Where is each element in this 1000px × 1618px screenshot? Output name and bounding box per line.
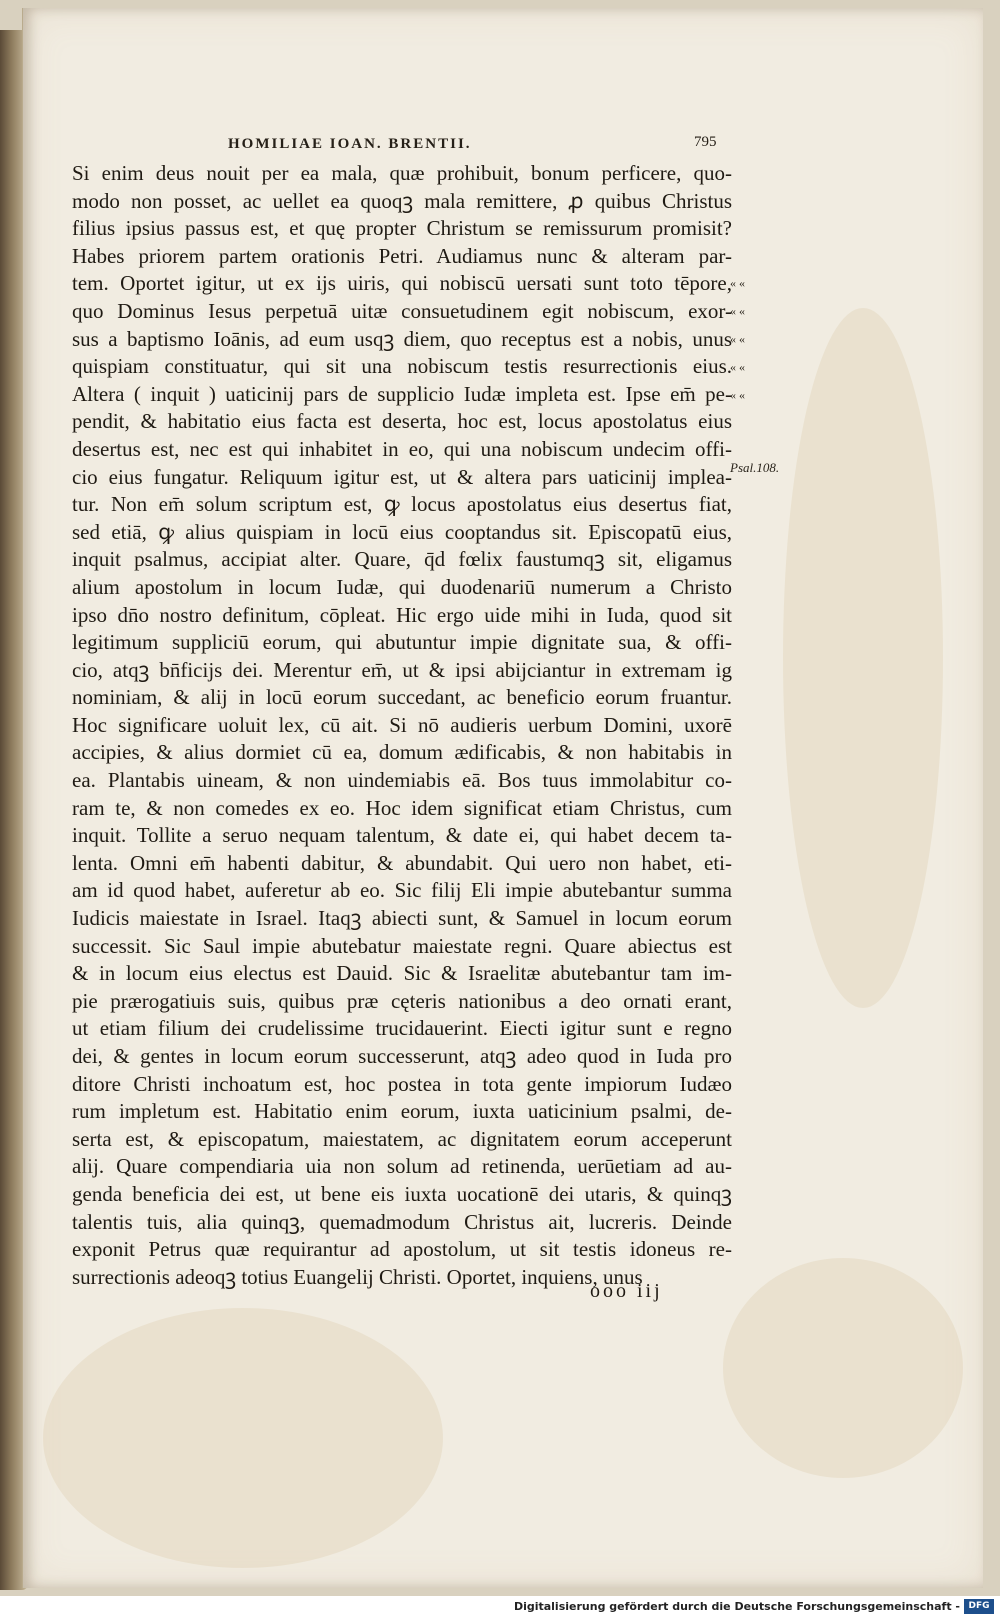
text-line: serta est, & episcopatum, maiestatem, ac dignitatem eorum acceperunt bbox=[72, 1126, 732, 1151]
text-line: quo Dominus Iesus perpetuā uitæ consuetudinem egit nobiscum, exor- bbox=[72, 298, 732, 323]
text-line: inquit. Tollite a seruo nequam talentum, & date ei, qui habet decem ta- bbox=[72, 823, 732, 848]
margin-reference: Psal.108. bbox=[730, 460, 780, 475]
text-line: desertus est, nec est qui inhabitet in eo, qui una nobiscum undecim offi- bbox=[72, 436, 732, 461]
text-line: lenta. Omni em̄ habenti dabitur, & abundabit. Qui uero non habet, eti- bbox=[72, 850, 732, 875]
text-line: Iudicis maiestate in Israel. Itaqꝫ abiecti sunt, & Samuel in locum eorum bbox=[72, 906, 732, 931]
text-line: inquit psalmus, accipiat alter. Quare, q̄d fœlix faustumqꝫ sit, eligamus bbox=[72, 547, 732, 572]
text-line: ipso dn̄o nostro definitum, cōpleat. Hic ergo uide mihi in Iuda, quod sit bbox=[72, 602, 732, 627]
text-line: tur. Non em̄ solum scriptum est, ꝙ locus apostolatus eius desertus fiat, bbox=[72, 492, 732, 517]
text-line: pie prærogatiuis suis, quibus præ cęteris nationibus a deo ornati erant, bbox=[72, 988, 732, 1013]
text-line: am id quod habet, auferetur ab eo. Sic filij Eli impie abutebantur summa bbox=[72, 878, 732, 903]
text-line: ea. Plantabis uineam, & non uindemiabis eā. Bos tuus immolabitur co- bbox=[72, 768, 732, 793]
text-line: accipies, & alius dormiet cū ea, domum ædificabis, & non habitabis in bbox=[72, 740, 732, 765]
quote-mark: « « bbox=[730, 360, 745, 374]
quote-mark: « « bbox=[730, 304, 745, 318]
page-header bbox=[0, 136, 1000, 156]
dfg-logo: DFG bbox=[964, 1599, 994, 1614]
text-line: alium apostolum in locum Iudæ, qui duodenariū numerum a Christo bbox=[72, 574, 732, 599]
text-line: modo non posset, ac uellet ea quoqꝫ mala remittere, ꝓ quibus Christus bbox=[72, 188, 732, 213]
text-line: surrectionis adeoqꝫ totius Euangelij Christi. Oportet, inquiens, unus bbox=[72, 1264, 643, 1289]
text-line: sed etiā, ꝙ alius quispiam in locū eius cooptandus sit. Episcopatū eius, bbox=[72, 519, 732, 544]
text-line: Habes priorem partem orationis Petri. Audiamus nunc & alteram par- bbox=[72, 243, 732, 268]
text-line: filius ipsius passus est, et quę propter Christum se remissurum promisit? bbox=[72, 216, 732, 241]
text-line: genda beneficia dei est, ut bene eis iuxta uocationē dei utaris, & quinqꝫ bbox=[72, 1181, 732, 1206]
text-line: dei, & gentes in locum eorum successerunt, atqꝫ adeo quod in Iuda pro bbox=[72, 1044, 732, 1068]
text-line: tem. Oportet igitur, ut ex ijs uiris, qui nobiscū uersati sunt toto tēpore, bbox=[72, 271, 732, 296]
text-line: nominiam, & alij in locū eorum succedant, ac beneficio eorum fruantur. bbox=[72, 685, 732, 710]
text-line: Si enim deus nouit per ea mala, quæ prohibuit, bonum perficere, quo- bbox=[72, 161, 732, 185]
quote-mark: « « bbox=[730, 276, 745, 290]
text-line: Hoc significare uoluit lex, cū ait. Si nō audieris uerbum Domini, uxorē bbox=[72, 712, 732, 737]
text-line: cio, atqꝫ bn̄ficijs dei. Merentur em̄, ut & ipsi abijciantur in extremam ig bbox=[72, 657, 732, 682]
text-line: cio eius fungatur. Reliquum igitur est, ut & altera pars uaticinij implea- bbox=[72, 464, 732, 489]
text-line: ram te, & non comedes ex eo. Hoc idem significat etiam Christus, cum bbox=[72, 795, 732, 820]
signature-mark: ooo iij bbox=[590, 1280, 663, 1302]
quote-mark: « « bbox=[730, 332, 745, 346]
text-line: exponit Petrus quæ requirantur ad apostolum, ut sit testis idoneus re- bbox=[72, 1237, 732, 1262]
footer-bar bbox=[0, 1596, 1000, 1618]
body-text bbox=[72, 160, 732, 1291]
water-stain bbox=[783, 308, 943, 1008]
folio-number: 795 bbox=[694, 134, 717, 150]
text-line: ut etiam filium dei crudelissime trucidauerint. Eiecti igitur sunt e regno bbox=[72, 1016, 732, 1041]
water-stain bbox=[43, 1308, 443, 1568]
text-line: quispiam constituatur, qui sit una nobiscum testis resurrectionis eius. bbox=[72, 354, 732, 379]
text-line: pendit, & habitatio eius facta est deserta, hoc est, locus apostolatus eius bbox=[72, 409, 732, 434]
text-line: Altera ( inquit ) uaticinij pars de supplicio Iudæ impleta est. Ipse em̄ pe- bbox=[72, 381, 732, 406]
text-line: & in locum eius electus est Dauid. Sic & Israelitæ abutebantur tam im- bbox=[72, 961, 732, 986]
text-line: sus a baptismo Ioānis, ad eum usqꝫ diem, quo receptus est a nobis, unus bbox=[72, 326, 732, 351]
text-line: rum impletum est. Habitatio enim eorum, iuxta uaticinium psalmi, de- bbox=[72, 1099, 732, 1124]
quote-mark: « « bbox=[730, 388, 745, 402]
text-line: successit. Sic Saul impie abutebatur maiestate regni. Quare abiectus est bbox=[72, 933, 732, 958]
water-stain bbox=[723, 1258, 963, 1478]
footer-credit: Digitalisierung gefördert durch die Deutsche Forschungsgemeinschaft - bbox=[513, 1600, 960, 1613]
text-line: ditore Christi inchoatum est, hoc postea in tota gente impiorum Iudæo bbox=[72, 1071, 732, 1096]
text-line: legitimum suppliciū eorum, qui abutuntur impie dignitate sua, & offi- bbox=[72, 630, 732, 655]
running-head: HOMILIAE IOAN. BRENTII. bbox=[228, 136, 472, 152]
text-line: talentis tuis, alia quinqꝫ, quemadmodum Christus ait, lucreris. Deinde bbox=[72, 1209, 732, 1234]
text-line: alij. Quare compendiaria uia non solum ad retinenda, uerūetiam ad au- bbox=[72, 1154, 732, 1179]
